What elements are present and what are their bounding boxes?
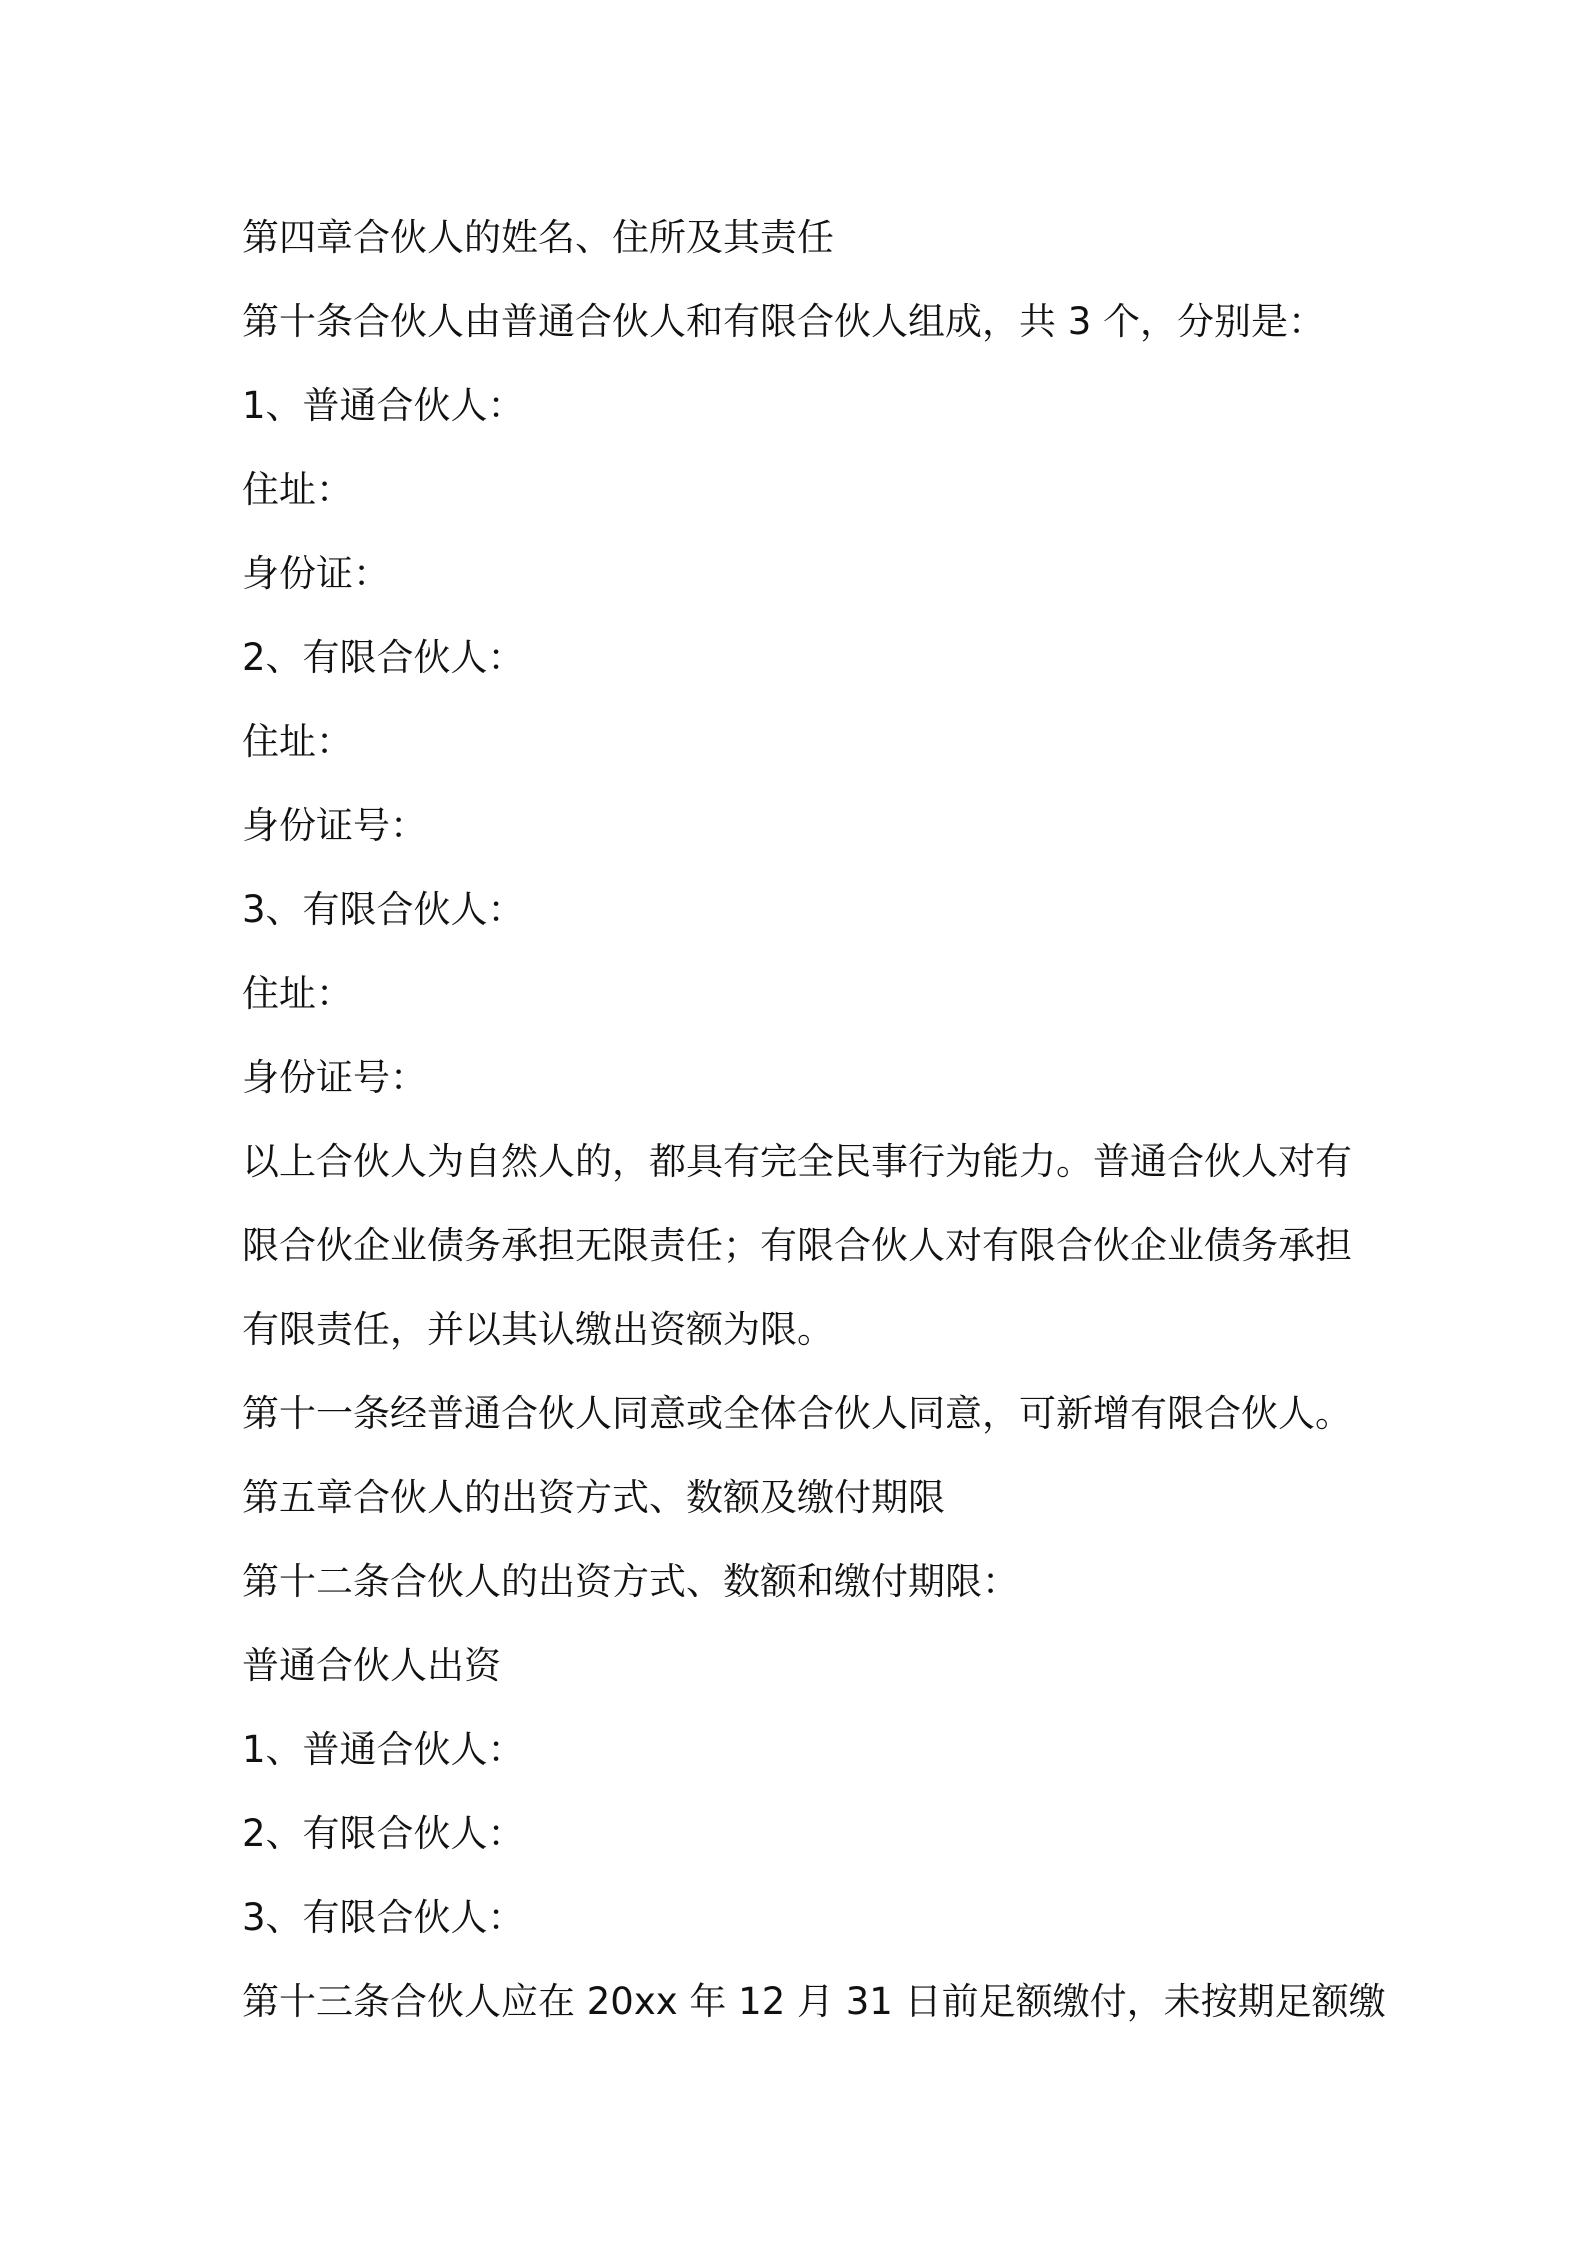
liability-paragraph-line: 以上合伙人为自然人的，都具有完全民事行为能力。普通合伙人对有 [242,1140,1352,1183]
general-partner-label: 1、普通合伙人： [242,384,525,427]
chapter-five-heading: 第五章合伙人的出资方式、数额及缴付期限 [242,1476,945,1519]
limited-partner-2-label: 2、有限合伙人： [242,636,525,679]
liability-paragraph-line: 有限责任，并以其认缴出资额为限。 [242,1308,834,1351]
general-partner-label: 1、普通合伙人： [242,1728,525,1771]
document-body [242,196,1386,2044]
id-number-field-label: 身份证号： [242,1056,427,1099]
general-partner-contribution-label: 普通合伙人出资 [242,1644,501,1687]
id-number-field-label: 身份证号： [242,804,427,847]
limited-partner-3-label: 3、有限合伙人： [242,888,525,931]
limited-partner-2-label: 2、有限合伙人： [242,1812,525,1855]
article-eleven-text: 第十一条经普通合伙人同意或全体合伙人同意，可新增有限合伙人。 [242,1392,1352,1435]
id-card-field-label: 身份证： [242,552,390,595]
address-field-label: 住址： [242,468,353,511]
limited-partner-3-label: 3、有限合伙人： [242,1896,525,1939]
address-field-label: 住址： [242,720,353,763]
liability-paragraph-line: 限合伙企业债务承担无限责任；有限合伙人对有限合伙企业债务承担 [242,1224,1352,1267]
article-twelve-text: 第十二条合伙人的出资方式、数额和缴付期限： [242,1560,1019,1603]
article-ten-text: 第十条合伙人由普通合伙人和有限合伙人组成，共 3 个，分别是： [242,300,1326,343]
address-field-label: 住址： [242,972,353,1015]
chapter-four-heading: 第四章合伙人的姓名、住所及其责任 [242,216,834,259]
article-thirteen-text: 第十三条合伙人应在 20xx 年 12 月 31 日前足额缴付，未按期足额缴 [242,1980,1386,2023]
